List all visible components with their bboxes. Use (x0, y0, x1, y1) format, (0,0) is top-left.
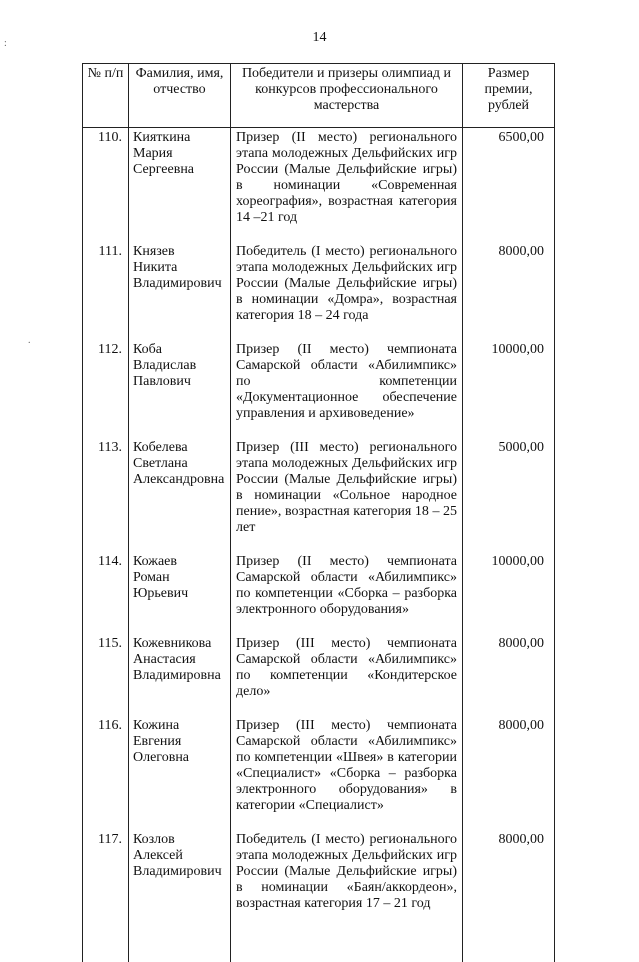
spacer-cell (83, 618, 129, 636)
surname: Кожаев (133, 554, 178, 569)
table-row (83, 342, 555, 422)
header-achievement: Победители и призеры олимпиад и конкурсов профессионального мастерства (231, 64, 463, 128)
spacer-cell (463, 700, 555, 718)
spacer-cell (129, 814, 231, 832)
row-number: 116. (83, 718, 129, 814)
surname: Князев (133, 244, 175, 259)
row-spacer (83, 536, 555, 554)
spacer-cell (129, 700, 231, 718)
spacer-cell (231, 618, 463, 636)
row-number: 110. (83, 128, 129, 227)
spacer-cell (83, 700, 129, 718)
spacer-cell (463, 226, 555, 244)
spacer-cell (231, 700, 463, 718)
patronymic: Сергеевна (133, 162, 195, 177)
row-spacer (83, 814, 555, 832)
scan-mark: . (28, 335, 31, 346)
spacer-cell (231, 814, 463, 832)
achievement-description: Призер (III место) чемпионата Самарской области «Абилимпикс» по компетенции «Кондитерское дело» (231, 636, 463, 700)
spacer-cell (83, 324, 129, 342)
header-number: № п/п (83, 64, 129, 128)
achievement-description: Призер (II место) чемпионата Самарской области «Абилимпикс» по компетенции «Сборка – разборка электронного оборудования» (231, 554, 463, 618)
table-row (83, 128, 555, 227)
full-name (129, 128, 231, 227)
patronymic: Владимирович (133, 864, 222, 879)
table-header-row (83, 64, 555, 128)
achievement-description: Победитель (I место) регионального этапа молодежных Дельфийских игр России (Малые Дельфийские игры) в номинации «Домра», возрастная категория 18 – 24 года (231, 244, 463, 324)
page-number: 14 (312, 30, 327, 45)
first-name: Евгения (133, 734, 182, 749)
row-number: 117. (83, 832, 129, 962)
spacer-cell (231, 324, 463, 342)
patronymic: Юрьевич (133, 586, 189, 601)
table-row (83, 718, 555, 814)
spacer-cell (231, 536, 463, 554)
surname: Козлов (133, 832, 175, 847)
spacer-cell (231, 422, 463, 440)
header-prize-amount: Размер премии, рублей (463, 64, 555, 128)
full-name (129, 636, 231, 700)
full-name (129, 832, 231, 962)
spacer-cell (83, 814, 129, 832)
full-name (129, 342, 231, 422)
surname: Кобелева (133, 440, 188, 455)
table-row (83, 244, 555, 324)
spacer-cell (231, 226, 463, 244)
row-spacer (83, 324, 555, 342)
patronymic: Александровна (133, 472, 225, 487)
prize-amount: 8000,00 (463, 636, 555, 700)
patronymic: Павлович (133, 374, 191, 389)
first-name: Никита (133, 260, 178, 275)
patronymic: Олеговна (133, 750, 190, 765)
prize-amount: 8000,00 (463, 832, 555, 962)
row-spacer (83, 700, 555, 718)
awards-table (82, 63, 555, 962)
spacer-cell (83, 422, 129, 440)
prize-amount: 6500,00 (463, 128, 555, 227)
prize-amount: 10000,00 (463, 342, 555, 422)
first-name: Роман (133, 570, 170, 585)
surname: Кожина (133, 718, 180, 733)
table-row (83, 636, 555, 700)
full-name (129, 554, 231, 618)
surname: Коба (133, 342, 162, 357)
row-number: 115. (83, 636, 129, 700)
first-name: Алексей (133, 848, 183, 863)
spacer-cell (463, 618, 555, 636)
spacer-cell (129, 536, 231, 554)
row-number: 111. (83, 244, 129, 324)
achievement-description: Призер (II место) регионального этапа молодежных Дельфийских игр России (Малые Дельфийские игры) в номинации «Современная хореография», возрастная категория 14 –21 год (231, 128, 463, 227)
first-name: Владислав (133, 358, 197, 373)
scan-mark: : (4, 38, 7, 49)
spacer-cell (463, 814, 555, 832)
spacer-cell (83, 536, 129, 554)
row-spacer (83, 226, 555, 244)
first-name: Анастасия (133, 652, 196, 667)
row-number: 114. (83, 554, 129, 618)
full-name (129, 244, 231, 324)
first-name: Мария (133, 146, 173, 161)
spacer-cell (129, 324, 231, 342)
row-number: 113. (83, 440, 129, 536)
achievement-description: Призер (III место) чемпионата Самарской области «Абилимпикс» по компетенции «Швея» в категории «Специалист» «Сборка – разборка электронного оборудования» в категории «Специалист» (231, 718, 463, 814)
spacer-cell (463, 324, 555, 342)
prize-amount: 8000,00 (463, 244, 555, 324)
row-spacer (83, 422, 555, 440)
header-full-name: Фамилия, имя, отчество (129, 64, 231, 128)
spacer-cell (83, 226, 129, 244)
spacer-cell (463, 536, 555, 554)
patronymic: Владимирович (133, 276, 222, 291)
first-name: Светлана (133, 456, 188, 471)
full-name (129, 718, 231, 814)
prize-amount: 10000,00 (463, 554, 555, 618)
row-number: 112. (83, 342, 129, 422)
prize-amount: 5000,00 (463, 440, 555, 536)
achievement-description: Победитель (I место) регионального этапа молодежных Дельфийских игр России (Малые Дельфийские игры) в номинации «Баян/аккордеон», возрастная категория 17 – 21 год (231, 832, 463, 962)
surname: Кожевникова (133, 636, 212, 651)
spacer-cell (463, 422, 555, 440)
spacer-cell (129, 422, 231, 440)
table-row (83, 440, 555, 536)
spacer-cell (129, 618, 231, 636)
table-row (83, 554, 555, 618)
spacer-cell (129, 226, 231, 244)
surname: Кияткина (133, 130, 191, 145)
row-spacer (83, 618, 555, 636)
prize-amount: 8000,00 (463, 718, 555, 814)
patronymic: Владимировна (133, 668, 221, 683)
achievement-description: Призер (III место) регионального этапа молодежных Дельфийских игр России (Малые Дельфийские игры) в номинации «Сольное народное пение», возрастная категория 18 – 25 лет (231, 440, 463, 536)
full-name (129, 440, 231, 536)
achievement-description: Призер (II место) чемпионата Самарской области «Абилимпикс» по компетенции «Документационное обеспечение управления и архивоведение» (231, 342, 463, 422)
table-row (83, 832, 555, 962)
